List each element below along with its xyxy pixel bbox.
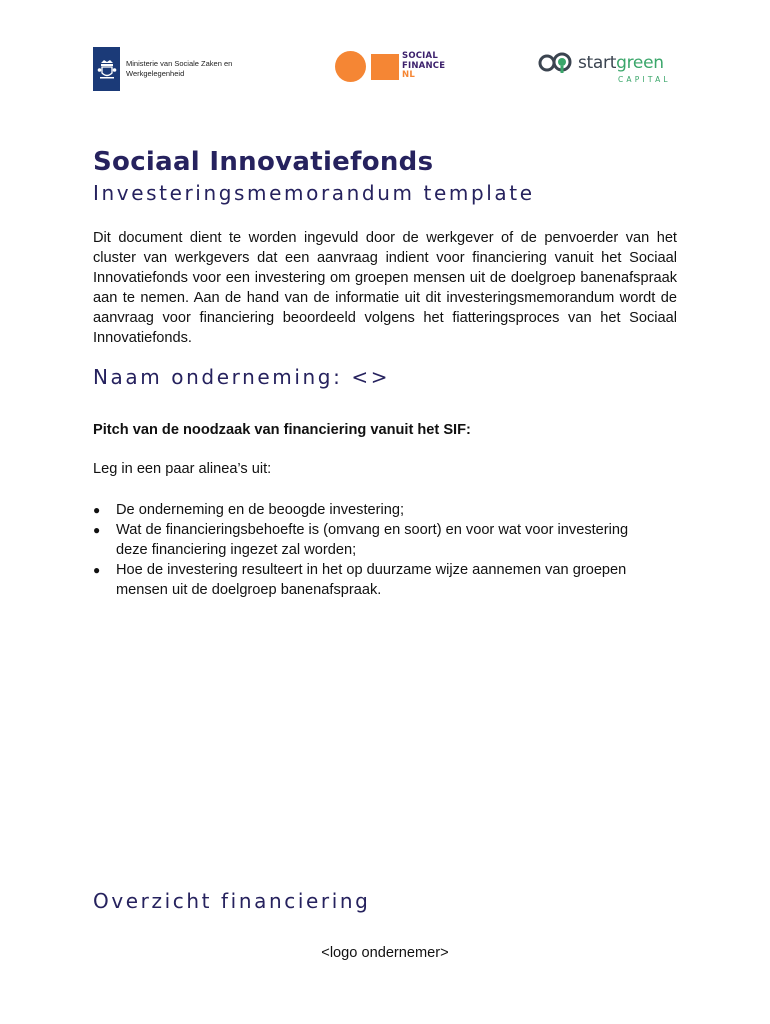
orange-square-icon xyxy=(371,54,399,80)
list-item xyxy=(93,500,653,520)
sfnl-line3: NL xyxy=(402,70,415,81)
social-finance-logo xyxy=(335,51,445,82)
startgreen-icon xyxy=(538,52,576,74)
ministry-logo xyxy=(93,47,246,91)
sfnl-line2: FINANCE xyxy=(402,60,446,71)
startgreen-word-green: green xyxy=(616,53,664,73)
bullet-list xyxy=(93,500,653,600)
bullet-icon: ● xyxy=(93,503,101,517)
bullet-icon: ● xyxy=(93,563,101,577)
list-item-text: De onderneming en de beoogde investering; xyxy=(116,502,405,518)
intro-paragraph: Dit document dient te worden ingevuld door de werkgever of de penvoerder van het cluster van werkgevers dat een aanvraag indient voor financiering vanuit het Sociaal Innovatiefonds voor een investering om groepen mensen uit de doelgroep banenafspraak aan te nemen. Aan de hand van de informatie uit dit investeringsmemorandum wordt de aanvraag voor financiering beoordeeld volgens het fiatteringsproces van het Sociaal Innovatiefonds. xyxy=(93,230,677,346)
document-subtitle: Investeringsmemorandum template xyxy=(93,181,535,205)
document-title: Sociaal Innovatiefonds xyxy=(93,147,434,177)
orange-circle-icon xyxy=(335,51,366,82)
startgreen-logo xyxy=(538,52,671,84)
crest-icon xyxy=(93,47,120,91)
bullet-icon: ● xyxy=(93,523,101,537)
lead-text: Leg in een paar alinea’s uit: xyxy=(93,461,272,477)
financing-overview-heading: Overzicht financiering xyxy=(93,889,371,913)
list-item xyxy=(93,560,653,600)
pitch-heading: Pitch van de noodzaak van financiering vanuit het SIF: xyxy=(93,422,471,438)
startgreen-word-start: start xyxy=(578,53,617,73)
startgreen-capital: CAPITAL xyxy=(618,75,671,84)
list-item xyxy=(93,520,653,560)
company-logo-placeholder: <logo ondernemer> xyxy=(321,945,449,961)
company-name-heading: Naam onderneming: <> xyxy=(93,365,391,389)
list-item-text: Hoe de investering resulteert in het op duurzame wijze aannemen van groepen mensen uit de doelgroep banenafspraak. xyxy=(116,562,627,598)
sfnl-line1: SOCIAL xyxy=(402,51,438,62)
ministry-name: Ministerie van Sociale Zaken en Werkgelegenheid xyxy=(126,59,233,78)
list-item-text: Wat de financieringsbehoefte is (omvang en soort) en voor wat voor investering deze financiering ingezet zal worden; xyxy=(116,522,629,558)
